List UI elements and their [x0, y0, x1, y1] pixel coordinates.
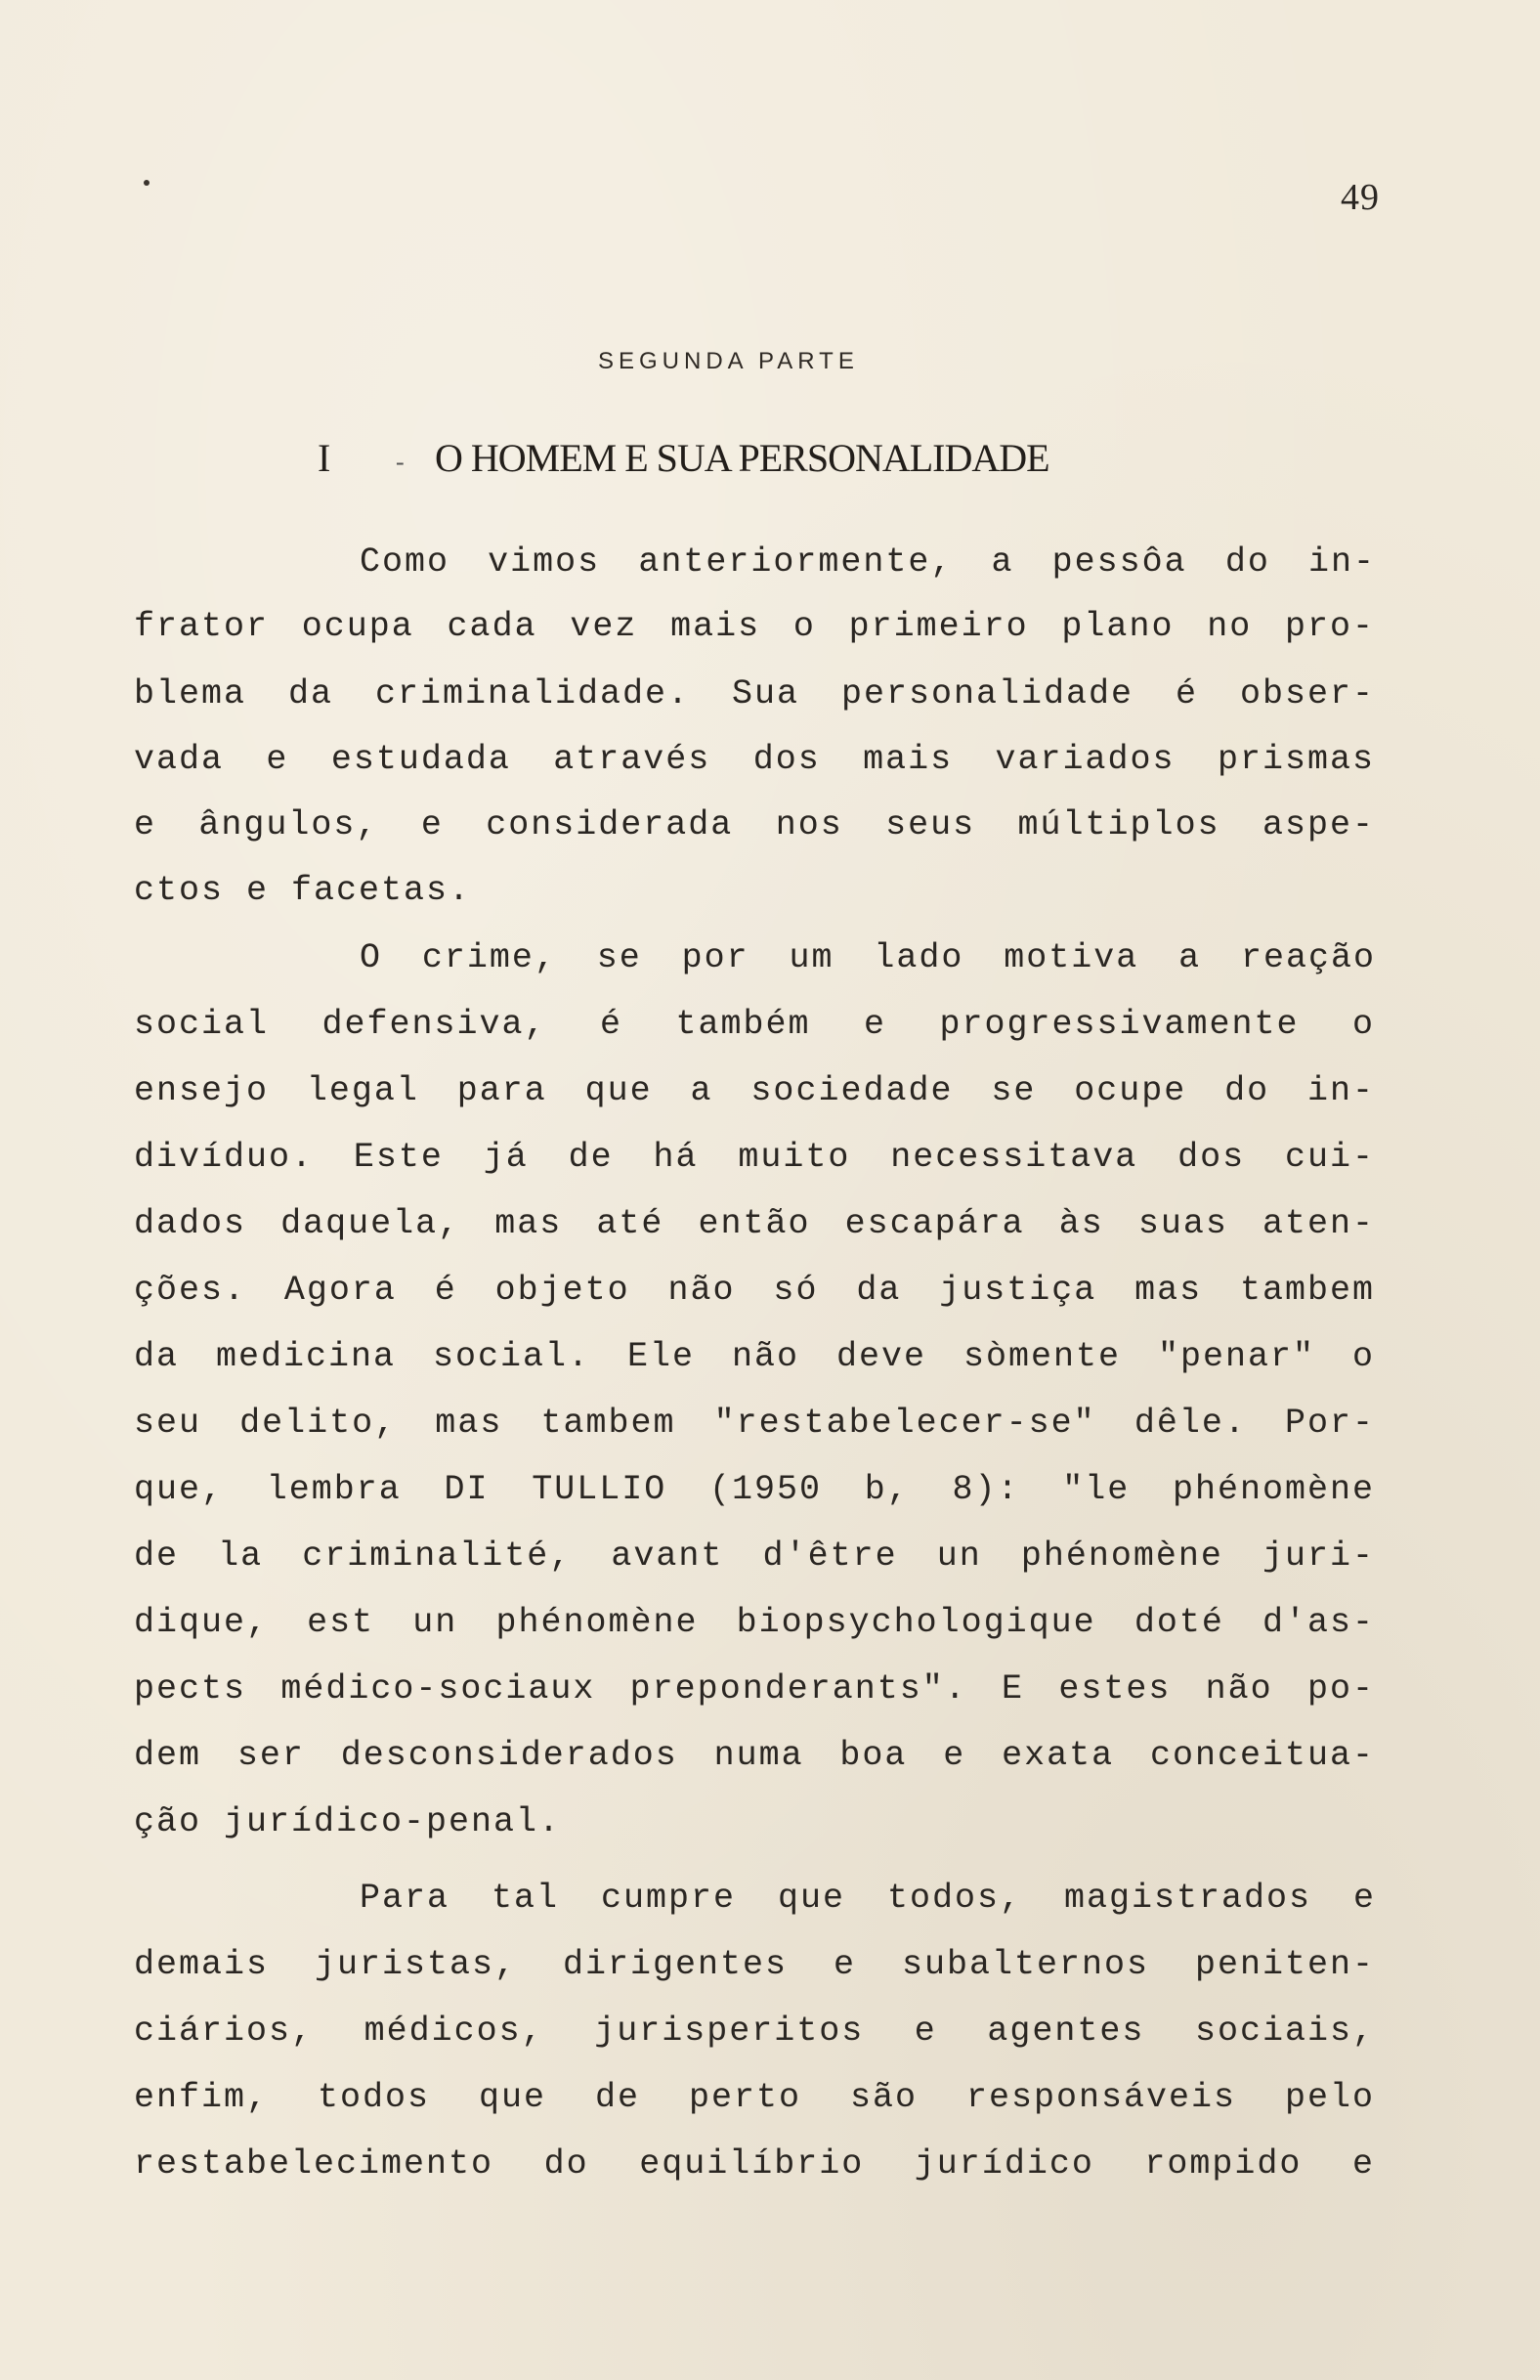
- chapter-roman-numeral: I: [318, 436, 331, 480]
- text-line: de la criminalité, avant d'être un phénomène juri-: [134, 1536, 1375, 1576]
- chapter-title: O HOMEM E SUA PERSONALIDADE: [435, 436, 1049, 480]
- text-line: blema da criminalidade. Sua personalidade é obser-: [134, 674, 1375, 714]
- text-line: vada e estudada através dos mais variados prismas: [134, 740, 1375, 779]
- text-line: dem ser desconsiderados numa boa e exata conceitua-: [134, 1736, 1375, 1775]
- text-line: dique, est un phénomène biopsychologique doté d'as-: [134, 1603, 1375, 1642]
- text-line: Como vimos anteriormente, a pessôa do in-: [360, 542, 1376, 582]
- text-line: ciários, médicos, jurisperitos e agentes sociais,: [134, 2012, 1375, 2051]
- text-line: pects médico-sociaux preponderants". E estes não po-: [134, 1669, 1375, 1709]
- text-line: que, lembra DI TULLIO (1950 b, 8): "le phénomène: [134, 1470, 1375, 1509]
- text-line: seu delito, mas tambem "restabelecer-se" dêle. Por-: [134, 1404, 1375, 1443]
- text-line: divíduo. Este já de há muito necessitava dos cui-: [134, 1138, 1375, 1177]
- text-line: e ângulos, e considerada nos seus múltiplos aspe-: [134, 805, 1375, 844]
- text-line: ções. Agora é objeto não só da justiça mas tambem: [134, 1271, 1375, 1310]
- text-line: social defensiva, é também e progressivamente o: [134, 1005, 1375, 1044]
- text-line: dados daquela, mas até então escapára às suas aten-: [134, 1204, 1375, 1243]
- text-line: ção jurídico-penal.: [134, 1802, 562, 1841]
- text-line: Para tal cumpre que todos, magistrados e: [360, 1879, 1376, 1918]
- text-line: ctos e facetas.: [134, 871, 472, 910]
- page-number: 49: [1341, 177, 1380, 218]
- text-line: frator ocupa cada vez mais o primeiro plano no pro-: [134, 607, 1375, 646]
- text-line: demais juristas, dirigentes e subalternos peniten-: [134, 1945, 1375, 1984]
- chapter-heading: [318, 435, 1049, 481]
- chapter-dash: -: [396, 447, 405, 476]
- part-heading: SEGUNDA PARTE: [598, 348, 859, 374]
- text-line: enfim, todos que de perto são responsáveis pelo: [134, 2078, 1375, 2117]
- text-line: ensejo legal para que a sociedade se ocupe do in-: [134, 1071, 1375, 1110]
- margin-dot: [144, 180, 150, 186]
- text-line: da medicina social. Ele não deve sòmente "penar" o: [134, 1337, 1375, 1376]
- text-line: O crime, se por um lado motiva a reação: [360, 938, 1376, 977]
- text-line: restabelecimento do equilíbrio jurídico rompido e: [134, 2144, 1375, 2184]
